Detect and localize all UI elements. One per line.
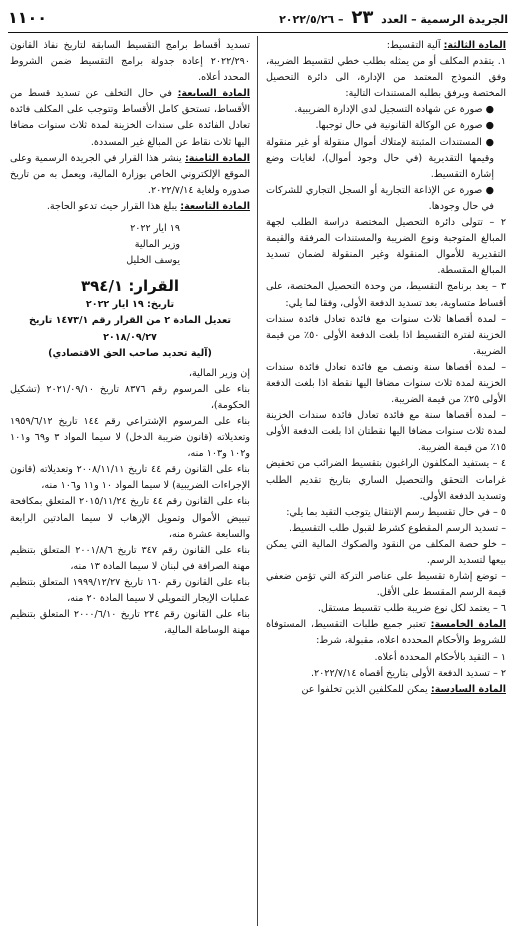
- bullet-item: ● صورة عن شهادة التسجيل لدى الإدارة الضريبية.: [294, 104, 494, 116]
- decision-number: القرار: ٣٩٤/١: [80, 277, 179, 296]
- paragraph: ٣ – يعد برنامج التقسيط، من وحدة التحصيل المختصة، على أقساط متساوية، بعد تسديد الدفعة الأولى، وفقا لما يلي:: [266, 281, 506, 309]
- bullet-item: ● المستندات المثبتة لإمتلاك أموال منقولة أو غير منقولة وقيمها التقديرية (في حال وجود أموال)، لغايات وضع إشارة التقسيط.: [266, 136, 494, 180]
- page-number: ١١٠٠: [8, 7, 48, 27]
- paragraph: بناء على المرسوم الإشتراعي رقم ١٤٤ تاريخ ١٩٥٩/٦/١٢ وتعديلاته (قانون ضريبة الدخل) لا سيما المواد ٣ و٦٩ و١٠١ و١٠٢ و١٠٣ منه،: [10, 415, 250, 460]
- paragraph: ٥ – في حال تقسيط رسم الإنتقال يتوجب التقيد بما يلي:: [286, 506, 506, 518]
- paragraph: ٦ – يعتمد لكل نوع ضريبة طلب تقسيط مستقل.: [317, 603, 506, 615]
- paragraph: المادة الثالثة: آلية التقسيط:: [386, 40, 506, 51]
- paragraph: بناء على القانون رقم ٣٤٧ تاريخ ٢٠٠١/٨/٦ المتعلق بتنظيم مهنة الصرافة في لبنان لا سيما المادة ١٣ منه،: [10, 544, 250, 572]
- paragraph: بناء على القانون رقم ٢٣٤ تاريخ ٢٠٠٠/٦/١٠ المتعلق بتنظيم مهنة الوساطة المالية،: [10, 609, 250, 637]
- bullet-item: ● صورة عن الإذاعة التجارية أو السجل التجاري للشركات في حال وجودها.: [266, 184, 494, 212]
- paragraph: المادة الثامنة: ينشر هذا القرار في الجريدة الرسمية وعلى الموقع الإلكتروني الخاص بوزارة المالية، ويعمل به من تاريخ صدوره ولغاية ٢٠٢٢/٧/١٤.: [10, 152, 250, 196]
- paragraph: بناء على المرسوم رقم ٨٣٧٦ تاريخ ٢٠٢١/٠٩/١٠ (تشكيل الحكومة)،: [10, 383, 250, 411]
- list-item: ١ – التقيد بالأحكام المحددة أعلاه.: [374, 651, 506, 663]
- column-divider: [257, 36, 258, 926]
- left-column: [10, 38, 250, 926]
- paragraph: إن وزير المالية،: [188, 367, 250, 379]
- paragraph: ٤ – يستفيد المكلفون الراغبون بتقسيط الضرائب من تخفيض غرامات التحقق والتحصيل الساري بتاريخ تقديم الطلب وتسديد الدفعة الأولى.: [266, 458, 506, 502]
- paragraph: بناء على القانون رقم ١٦٠ تاريخ ١٩٩٩/١٢/٢٧ المتعلق بتنظيم عمليات الإيجار التمويلي لا سيما المادة ٢٠ منه،: [10, 576, 250, 604]
- header-rule: [8, 32, 508, 33]
- signature-date: ١٩ ايار ٢٠٢٢: [130, 223, 180, 235]
- decision-topic: (آلية تحديد صاحب الحق الاقتصادي): [48, 347, 212, 359]
- signature-title: وزير المالية: [134, 239, 180, 251]
- decision-date: تاريخ: ١٩ ايار ٢٠٢٢: [85, 299, 175, 311]
- journal-name: الجريدة الرسمية – العدد: [381, 12, 508, 26]
- decision-subject: تعديل المادة ٢ من القرار رقم ١٤٧٣/١ تاريخ ٢٠١٨/٠٩/٢٧: [28, 315, 231, 343]
- paragraph: تسديد أقساط برامج التقسيط السابقة لتاريخ نفاذ القانون ٢٠٢٢/٢٩٠ إعادة جدولة برامج التقسيط ضمن الشروط المحدد أعلاه.: [10, 40, 250, 84]
- issue-number: ٢٣: [351, 6, 374, 28]
- list-item: – تسديد الرسم المقطوع كشرط لقبول طلب التقسيط.: [288, 522, 506, 534]
- journal-title: [279, 7, 508, 28]
- page-header: [8, 6, 508, 28]
- list-item: – لمدة أقصاها ثلاث سنوات مع فائدة تعادل فائدة سندات الخزينة لفترة التقسيط اذا بلغت الدفعة الأولى ٥٠٪ من قيمة الضريبة.: [266, 313, 506, 357]
- paragraph: المادة السادسة: يمكن للمكلفين الذين تخلفوا عن: [301, 683, 506, 695]
- paragraph: ١. يتقدم المكلف أو من يمثله بطلب خطي لتقسيط الضريبة، وفق النموذج المعتمد من الإدارة، الى دائرة التحصيل المختصة ويرفق بطلبه المستندات التالية:: [266, 56, 506, 100]
- list-item: – خلو حصة المكلف من النقود والصكوك المالية التي يمكن بيعها لتسديد الرسم.: [266, 538, 506, 566]
- paragraph: ٢ – تتولى دائرة التحصيل المختصة دراسة الطلب لجهة المبالغ المتوجبة ونوع الضريبة والمستندات المرفقة والقيمة التقديرية للأموال المنقولة وغير المنقولة لضمان تسديد المبالغ المقسطة.: [266, 217, 506, 277]
- paragraph: المادة الخامسة: تعتبر جميع طلبات التقسيط، المستوفاة للشروط والأحكام المحددة اعلاه، مقبولة، شرط:: [266, 619, 506, 647]
- right-column: [266, 38, 506, 926]
- paragraph: بناء على القانون رقم ٤٤ تاريخ ٢٠٠٨/١١/١١ وتعديلاته (قانون الإجراءات الضريبية) لا سيما المواد ١٠ و١١ و١٠٦ منه،: [10, 464, 250, 492]
- list-item: – لمدة أقصاها سنة مع فائدة تعادل فائدة سندات الخزينة لمدة ثلاث سنوات مضافا اليها نقطتان اذا بلغت الدفعة الأولى ١٥٪ من قيمة الضريبة.: [266, 410, 506, 454]
- issue-date: – ٢٠٢٢/٥/٢٦: [279, 12, 344, 26]
- paragraph: المادة السابعة: في حال التخلف عن تسديد قسط من الأقساط، تستحق كامل الأقساط وتتوجب على المكلف فائدة تعادل الفائدة على سندات الخزينة لمدة ثلاث سنوات مضافا اليها ثلاث نقاط عن المبالغ غير المسددة.: [10, 88, 250, 148]
- list-item: – توضع إشارة تقسيط على عناصر التركة التي تؤمن ضعفي قيمة الرسم المقسط على الأقل.: [266, 571, 506, 599]
- bullet-item: ● صورة عن الوكالة القانونية في حال توجبها.: [315, 120, 494, 132]
- paragraph: بناء على القانون رقم ٤٤ تاريخ ٢٠١٥/١١/٢٤ المتعلق بمكافحة تبييض الأموال وتمويل الإرهاب لا سيما المادتين الرابعة والسابعة عشرة منه،: [10, 496, 250, 540]
- list-item: – لمدة أقصاها سنة ونصف مع فائدة تعادل فائدة سندات الخزينة لمدة ثلاث سنوات مضافا اليها نقطة اذا بلغت الدفعة الأولى ٢٥٪ من قيمة الضريبة.: [266, 361, 506, 406]
- list-item: ٢ – تسديد الدفعة الأولى بتاريخ أقصاه ٢٠٢٢/٧/١٤.: [310, 667, 506, 679]
- signature-name: يوسف الخليل: [126, 255, 180, 267]
- paragraph: المادة التاسعة: يبلغ هذا القرار حيث تدعو الحاجة.: [46, 200, 250, 212]
